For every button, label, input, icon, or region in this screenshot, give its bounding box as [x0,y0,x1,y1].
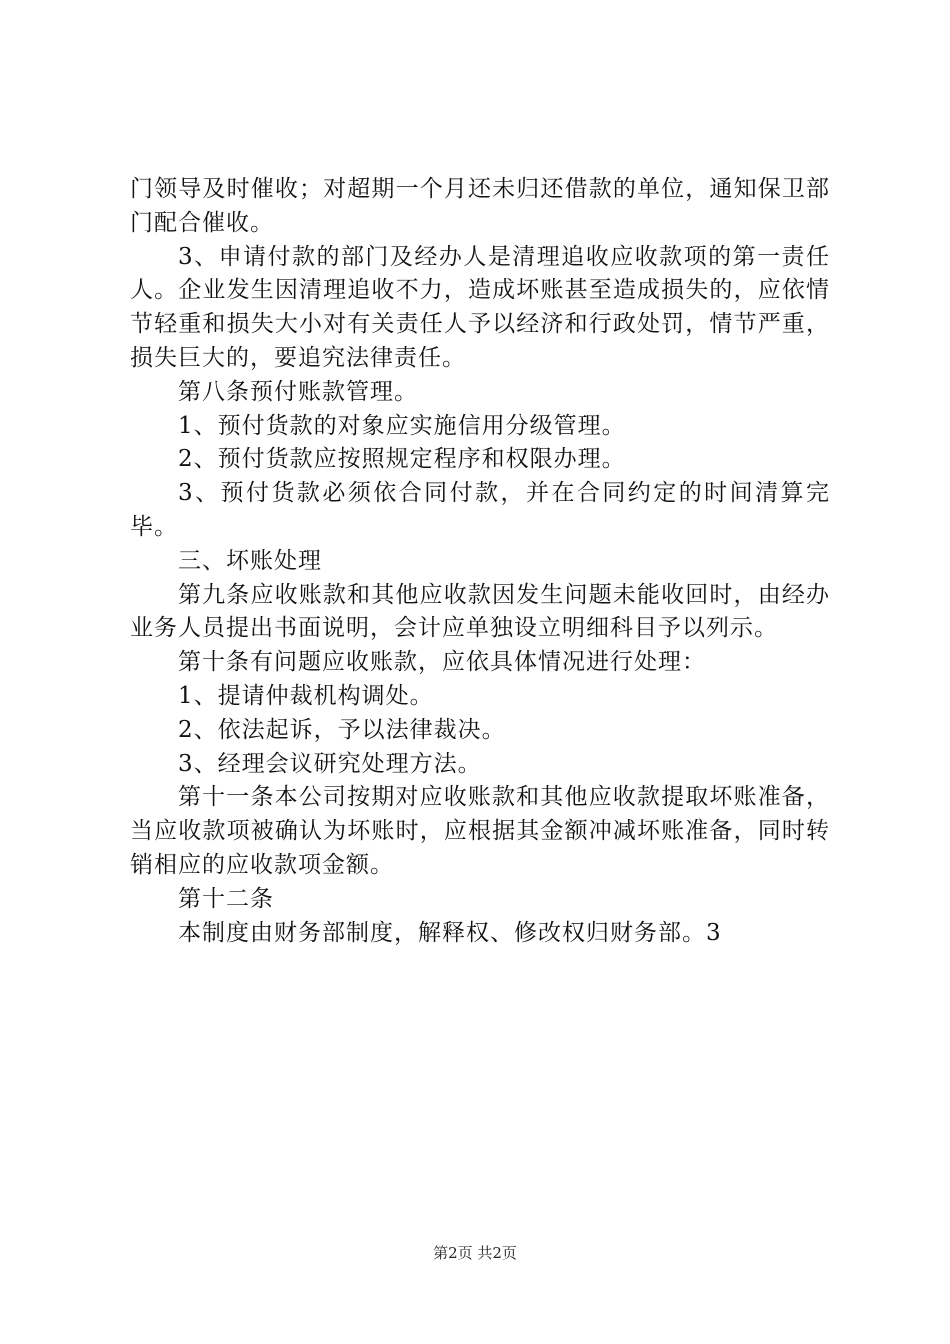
paragraph-responsibility: 3、申请付款的部门及经办人是清理追收应收款项的第一责任人。企业发生因清理追收不力，造成坏账甚至造成损失的，应依情节轻重和损失大小对有关责任人予以经济和行政处罚，情节严重，损失巨大的，要追究法律责任。 [130,243,830,371]
paragraph-item: 1、预付货款的对象应实施信用分级管理。 [178,412,626,439]
section-heading-bad-debt: 三、坏账处理 [178,547,322,574]
paragraph-article-9: 第九条应收账款和其他应收款因发生问题未能收回时，由经办业务人员提出书面说明，会计应单独设立明细科目予以列示。 [130,581,830,642]
page-footer: 第2页 共2页 [433,1244,517,1262]
paragraph-article-12: 第十二条 [178,885,274,912]
paragraph-article-11: 第十一条本公司按期对应收账款和其他应收款提取坏账准备，当应收款项被确认为坏账时，应根据其金额冲减坏账准备，同时转销相应的应收款项金额。 [130,784,830,878]
paragraph-item: 2、预付货款应按照规定程序和权限办理。 [178,446,626,473]
paragraph-item: 2、依法起诉，予以法律裁决。 [178,716,506,743]
document-body [130,173,830,950]
paragraph-item: 1、提请仲裁机构调处。 [178,682,434,709]
paragraph-article-10: 第十条有问题应收账款，应依具体情况进行处理： [178,649,706,676]
paragraph-continuation: 门领导及时催收；对超期一个月还未归还借款的单位，通知保卫部门配合催收。 [130,176,830,236]
paragraph-closing: 本制度由财务部制度，解释权、修改权归财务部。3 [178,919,722,946]
paragraph-article-8: 第八条预付账款管理。 [178,378,418,405]
paragraph-item: 3、预付货款必须依合同付款，并在合同约定的时间清算完毕。 [130,480,830,540]
paragraph-item: 3、经理会议研究处理方法。 [178,750,482,777]
